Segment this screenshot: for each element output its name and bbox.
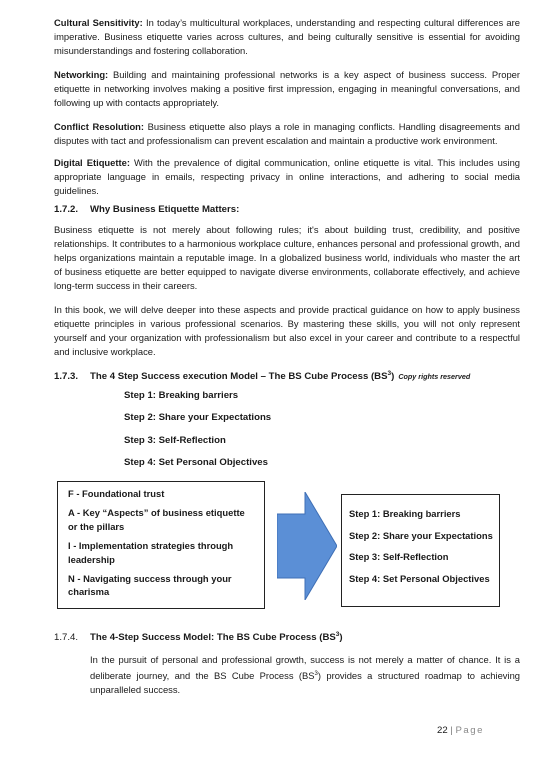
term-cultural-sensitivity: Cultural Sensitivity: xyxy=(54,17,143,28)
section-heading-1-7-4: 1.7.4. The 4-Step Success Model: The BS Cube Process $(BS^3)$ xyxy=(54,631,343,644)
fain-item: N - Navigating success through your charisma xyxy=(68,573,232,598)
steps-box xyxy=(341,494,500,607)
step-list xyxy=(124,389,271,478)
section-heading-1-7-3: 1.7.3. The 4 Step Success execution Model – The BS Cube Process $(BS^3)$ Copy rights reserved xyxy=(54,370,471,383)
step-item: Step 2: Share your Expectations xyxy=(124,412,272,424)
paragraph-conflict-resolution: Conflict Resolution: Business etiquette also plays a role in managing conflicts. Handling disagreements and disputes with tact and professionalism can prevent escalation and maintain a productive work environment. xyxy=(54,121,520,146)
step-item: Step 3: Self-Reflection xyxy=(124,434,226,446)
page-footer xyxy=(437,725,484,736)
page-label: Page xyxy=(455,725,484,736)
steps-box-item: Step 2: Share your Expectations xyxy=(349,529,493,541)
section-heading-1-7-2: 1.7.2. Why Business Etiquette Matters: xyxy=(54,204,240,215)
term-networking: Networking: xyxy=(54,69,109,80)
fain-item: I - Implementation strategies through leadership xyxy=(68,540,234,565)
step-item: Step 1: Breaking barriers xyxy=(124,390,239,401)
steps-box-item: Step 1: Breaking barriers xyxy=(349,508,461,519)
fain-item: F - Foundational trust xyxy=(68,488,165,499)
paragraph-pursuit-of-growth: In the pursuit of personal and professional growth, success is not merely a matter of chance. It is a deliberate journey, and the BS Cube Process $(BS^3)$ provides a structured roadmap to achieving unparalleled success. xyxy=(90,654,520,696)
fain-box xyxy=(57,481,265,609)
paragraph-why-etiquette-matters: Business etiquette is not merely about following rules; it's about building trust, credibility, and positive relationships. It contributes to a harmonious workplace culture, enhances personal and professional growth, and helps organizations maintain a reputable image. In a globalized business world, individuals who master the art of business etiquette are better equipped to navigate diverse environments, collaborate effectively, and achieve long-term success in their careers. xyxy=(54,224,520,291)
right-arrow-icon xyxy=(277,492,337,600)
paragraph-networking: Networking: Building and maintaining professional networks is a key aspect of business success. Proper etiquette in networking involves making a positive first impression, engaging in meaningful conversations, and following up with contacts appropriately. xyxy=(54,69,520,108)
paragraph-cultural-sensitivity: Cultural Sensitivity: In today’s multicultural workplaces, understanding and respecting cultural differences are imperative. Business etiquette varies across cultures, and being culturally sensitive is essential for avoiding misunderstandings and fostering collaboration. xyxy=(54,17,520,56)
term-conflict-resolution: Conflict Resolution: xyxy=(54,121,145,132)
page-number: 22 xyxy=(437,725,448,736)
paragraph-digital-etiquette: Digital Etiquette: With the prevalence of digital communication, online etiquette is vital. This includes using appropriate language in emails, respecting privacy in online interactions, and adhering to social media guidelines. xyxy=(54,157,521,196)
steps-box-item: Step 4: Set Personal Objectives xyxy=(349,572,490,584)
fain-item: A - Key “Aspects” of business etiquette or the pillars xyxy=(68,507,245,532)
steps-box-item: Step 3: Self-Reflection xyxy=(349,551,449,562)
copyright-note: Copy rights reserved xyxy=(398,372,471,382)
footer-separator: | xyxy=(450,725,453,736)
paragraph-in-this-book: In this book, we will delve deeper into these aspects and provide practical guidance on how to apply business etiquette principles in various professional scenarios. By mastering these skills, you will not only represent yourself and your organization with professionalism but also excel in your career and contribute to a respectful and inclusive workplace. xyxy=(54,304,520,357)
step-item: Step 4: Set Personal Objectives xyxy=(124,456,268,468)
term-digital-etiquette: Digital Etiquette: xyxy=(54,157,130,168)
